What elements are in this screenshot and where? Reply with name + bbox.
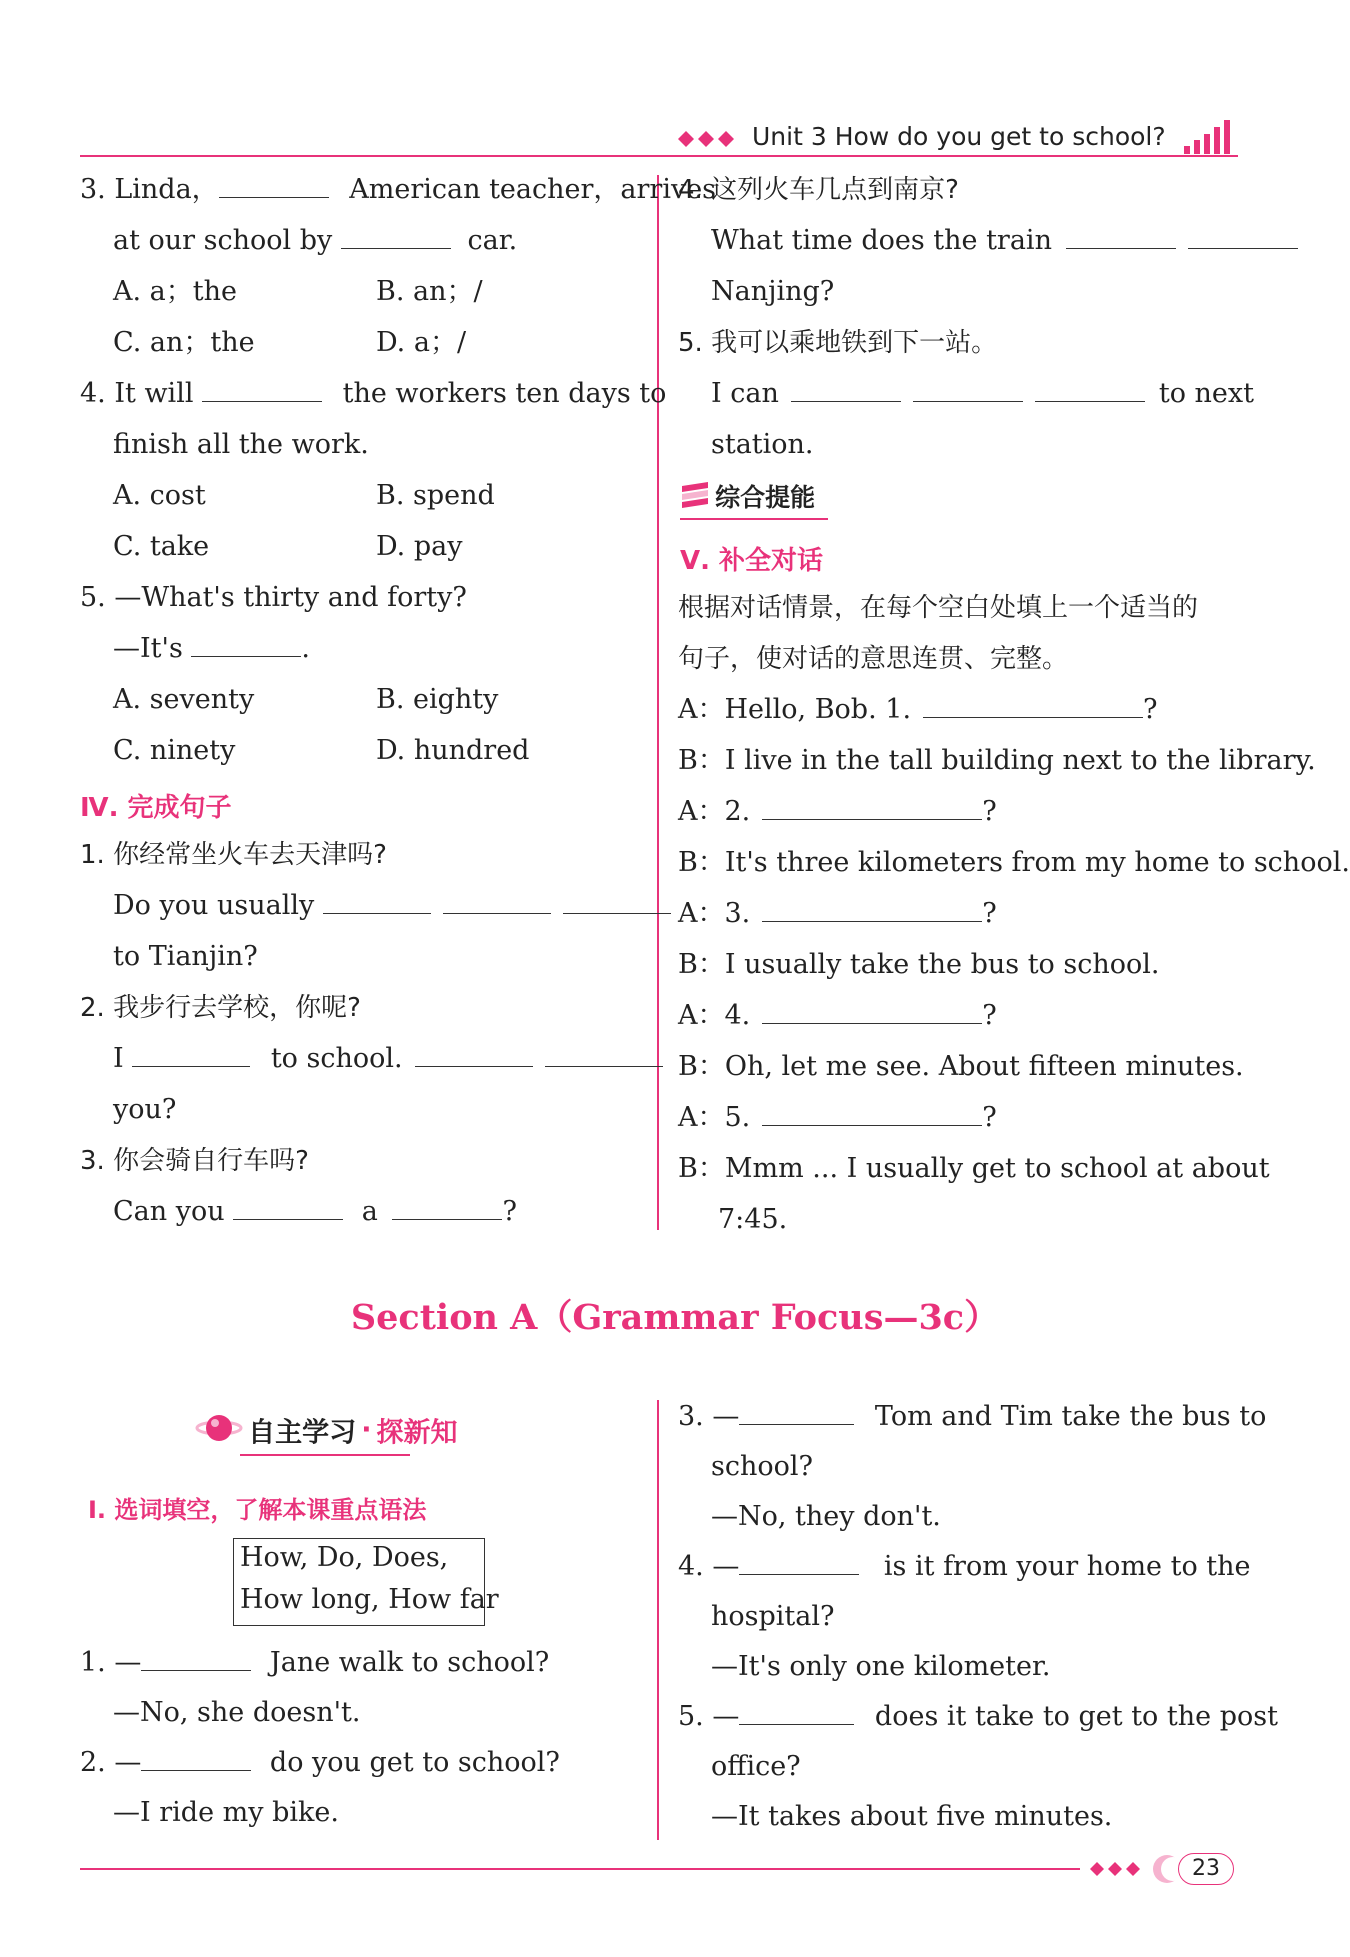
q3-blank1[interactable] — [219, 173, 329, 198]
section-5-instruction-1: 根据对话情景，在每个空白处填上一个适当的 — [678, 593, 1199, 623]
s2-blank2[interactable] — [415, 1042, 533, 1067]
s3-english: Can you a ? — [113, 1196, 517, 1227]
header-title: Unit 3 How do you get to school? — [752, 122, 1166, 151]
dialog-line-1: A：Hello, Bob. 1. ? — [678, 694, 1158, 725]
page-number: 23 — [1192, 1856, 1220, 1881]
s1-english-2: to Tianjin? — [113, 941, 258, 972]
word-box-line-1: How, Do, Does, — [240, 1542, 449, 1573]
g2-question: 2. — do you get to school? — [80, 1747, 560, 1778]
r4-english-2: Nanjing? — [711, 276, 835, 307]
q4-option-a[interactable]: A. cost — [113, 480, 206, 511]
signal-bars-icon — [1182, 118, 1238, 160]
g2-blank[interactable] — [141, 1746, 251, 1771]
section-badge — [680, 478, 815, 518]
globe-icon — [195, 1408, 243, 1452]
s2-english: I to school. — [113, 1042, 663, 1076]
section-badge-label: 综合提能 — [715, 483, 816, 512]
footer-rule — [80, 1868, 1080, 1870]
q4-blank[interactable] — [202, 377, 322, 402]
s2-chinese: 2. 我步行去学校，你呢? — [80, 993, 361, 1023]
header-arrows-icon — [676, 124, 740, 158]
self-study-badge — [195, 1408, 458, 1454]
q3-option-c[interactable]: C. an；the — [113, 327, 255, 358]
dialog-line-11: 7:45. — [718, 1204, 788, 1235]
g5-line2: office? — [711, 1751, 801, 1782]
r5-blank1[interactable] — [791, 377, 901, 402]
dialog-line-5: A：3. ? — [678, 898, 997, 929]
q5-blank[interactable] — [191, 632, 301, 657]
q5-option-d[interactable]: D. hundred — [376, 735, 530, 766]
s2-blank3[interactable] — [545, 1042, 663, 1067]
q5-option-c[interactable]: C. ninety — [113, 735, 236, 766]
q5-line2: —It's . — [113, 633, 310, 664]
r5-english: I can to next — [711, 378, 1254, 409]
g2-answer: —I ride my bike. — [113, 1797, 339, 1828]
dialog-blank-4[interactable] — [762, 999, 982, 1024]
s1-blank2[interactable] — [443, 889, 551, 914]
g3-answer: —No, they don't. — [711, 1501, 941, 1532]
dialog-blank-2[interactable] — [762, 795, 982, 820]
dialog-line-7: A：4. ? — [678, 1000, 997, 1031]
g3-blank[interactable] — [739, 1400, 854, 1425]
r4-blank1[interactable] — [1066, 224, 1176, 249]
section-5-heading: Ⅴ. 补全对话 — [680, 546, 824, 576]
g1-answer: —No, she doesn't. — [113, 1697, 361, 1728]
r4-english: What time does the train — [711, 224, 1298, 258]
s2-blank1[interactable] — [132, 1042, 250, 1067]
q3-blank2[interactable] — [341, 224, 451, 249]
q4-option-b[interactable]: B. spend — [376, 480, 495, 511]
g4-answer: —It's only one kilometer. — [711, 1651, 1051, 1682]
section-4-heading: Ⅳ. 完成句子 — [80, 793, 232, 823]
g3-line2: school? — [711, 1451, 813, 1482]
g4-question: 4. — is it from your home to the — [678, 1551, 1251, 1582]
g4-line2: hospital? — [711, 1601, 835, 1632]
section-5-instruction-2: 句子，使对话的意思连贯、完整。 — [678, 644, 1069, 674]
section-badge-underline — [680, 518, 828, 520]
page-number-badge — [1178, 1853, 1234, 1885]
header-rule — [80, 155, 1238, 157]
q5-line1: 5. —What's thirty and forty? — [80, 582, 467, 613]
g5-question: 5. — does it take to get to the post — [678, 1701, 1278, 1732]
dialog-line-6: B：I usually take the bus to school. — [678, 949, 1160, 980]
self-study-underline — [240, 1454, 410, 1456]
footer-arrows-icon — [1088, 1856, 1148, 1886]
g5-answer: —It takes about five minutes. — [711, 1801, 1113, 1832]
dialog-line-9: A：5. ? — [678, 1102, 997, 1133]
q5-option-a[interactable]: A. seventy — [113, 684, 255, 715]
stacked-books-icon — [680, 478, 710, 514]
s1-blank1[interactable] — [323, 889, 431, 914]
dialog-line-8: B：Oh, let me see. About fifteen minutes. — [678, 1051, 1244, 1082]
q4-option-d[interactable]: D. pay — [376, 531, 463, 562]
s3-blank2[interactable] — [392, 1195, 502, 1220]
s1-english: Do you usually — [113, 889, 671, 923]
r5-blank3[interactable] — [1035, 377, 1145, 402]
q3-option-a[interactable]: A. a；the — [113, 276, 237, 307]
q4-option-c[interactable]: C. take — [113, 531, 210, 562]
s1-chinese: 1. 你经常坐火车去天津吗? — [80, 840, 387, 870]
dialog-line-10: B：Mmm ... I usually get to school at about — [678, 1153, 1270, 1184]
dialog-blank-5[interactable] — [762, 1101, 982, 1126]
r5-blank2[interactable] — [913, 377, 1023, 402]
explore-label: 探新知 — [376, 1417, 458, 1449]
q3-option-b[interactable]: B. an；/ — [376, 276, 483, 307]
q3-line2: at our school by car. — [113, 225, 518, 256]
s3-blank1[interactable] — [233, 1195, 343, 1220]
s2-english-2: you? — [113, 1094, 177, 1125]
s3-chinese: 3. 你会骑自行车吗? — [80, 1146, 309, 1176]
g5-blank[interactable] — [739, 1700, 854, 1725]
word-box-line-2: How long, How far — [240, 1584, 499, 1615]
dialog-line-4: B：It's three kilometers from my home to school. — [678, 847, 1350, 878]
g1-question: 1. — Jane walk to school? — [80, 1647, 550, 1678]
q5-option-b[interactable]: B. eighty — [376, 684, 499, 715]
g4-blank[interactable] — [739, 1550, 859, 1575]
self-study-dot: · — [361, 1414, 372, 1446]
dialog-line-3: A：2. ? — [678, 796, 997, 827]
r5-chinese: 5. 我可以乘地铁到下一站。 — [678, 328, 998, 358]
section-1-heading: Ⅰ. 选词填空，了解本课重点语法 — [88, 1496, 427, 1524]
word-box — [233, 1538, 499, 1626]
column-divider-bottom — [657, 1400, 659, 1840]
dialog-blank-3[interactable] — [762, 897, 982, 922]
section-title: Section A（Grammar Focus—3c） — [350, 1297, 1000, 1338]
g1-blank[interactable] — [141, 1646, 251, 1671]
r4-blank2[interactable] — [1188, 224, 1298, 249]
r4-chinese: 4. 这列火车几点到南京? — [678, 175, 959, 205]
r5-english-2: station. — [711, 429, 814, 460]
q4-line2: finish all the work. — [113, 429, 369, 460]
dialog-blank-1[interactable] — [923, 693, 1143, 718]
s1-blank3[interactable] — [563, 889, 671, 914]
self-study-label: 自主学习 — [248, 1417, 357, 1449]
q3-line1: 3. Linda， American teacher，arrives — [80, 174, 717, 205]
q3-option-d[interactable]: D. a；/ — [376, 327, 467, 358]
q4-line1: 4. It will the workers ten days to — [80, 378, 667, 409]
dialog-line-2: B：I live in the tall building next to the library. — [678, 745, 1316, 776]
g3-question: 3. — Tom and Tim take the bus to — [678, 1401, 1267, 1432]
